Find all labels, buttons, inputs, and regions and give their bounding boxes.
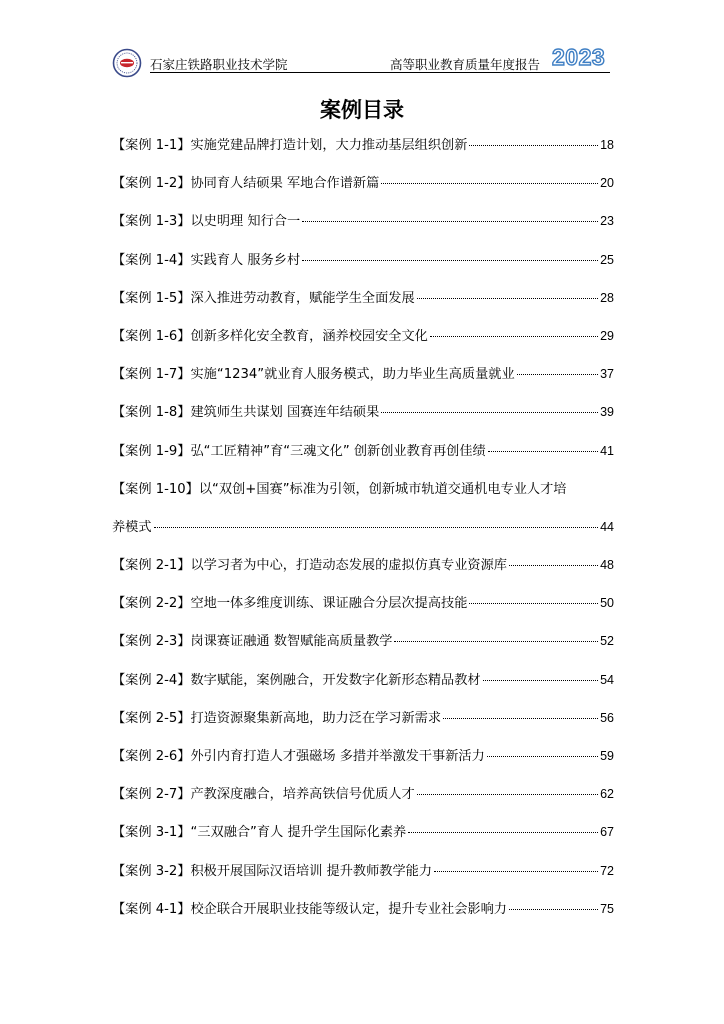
page-header bbox=[112, 44, 610, 74]
toc-entry[interactable] bbox=[112, 707, 614, 745]
toc-entry-page: 28 bbox=[600, 290, 614, 305]
toc-entry-page: 75 bbox=[600, 901, 614, 916]
toc-entry-continuation[interactable] bbox=[112, 516, 614, 554]
toc-entry-page: 37 bbox=[600, 367, 614, 382]
dot-leader bbox=[443, 718, 598, 719]
toc-entry-title: 【案例 1-9】弘“工匠精神”育“三魂文化” 创新创业教育再创佳绩 bbox=[112, 443, 486, 459]
toc-entry-page: 44 bbox=[600, 519, 614, 534]
dot-leader bbox=[381, 183, 598, 184]
toc-entry[interactable] bbox=[112, 860, 614, 898]
toc-entry[interactable] bbox=[112, 630, 614, 668]
toc-entry-title: 【案例 3-1】“三双融合”育人 提升学生国际化素养 bbox=[112, 825, 407, 841]
toc-entry-title: 【案例 2-2】空地一体多维度训练、课证融合分层次提高技能 bbox=[112, 596, 468, 612]
toc-entry-page: 18 bbox=[600, 138, 614, 152]
toc-entry-first-line[interactable] bbox=[112, 478, 614, 516]
toc-entry[interactable] bbox=[112, 210, 614, 248]
toc-entry-title: 【案例 1-6】创新多样化安全教育，涵养校园安全文化 bbox=[112, 328, 428, 344]
toc-entry-page: 72 bbox=[600, 863, 614, 878]
toc-entry[interactable] bbox=[112, 669, 614, 707]
toc-entry-page: 50 bbox=[600, 596, 614, 611]
toc-entry-page: 41 bbox=[600, 443, 614, 458]
toc-entry-title: 【案例 2-4】数字赋能，案例融合，开发数字化新形态精品教材 bbox=[112, 672, 481, 688]
toc-entry[interactable] bbox=[112, 783, 614, 821]
toc-entry[interactable] bbox=[112, 401, 614, 439]
dot-leader bbox=[434, 871, 598, 872]
toc-entry-title: 【案例 1-1】实施党建品牌打造计划，大力推动基层组织创新 bbox=[112, 138, 468, 153]
toc-entry-title: 【案例 2-5】打造资源聚集新高地，助力泛在学习新需求 bbox=[112, 710, 442, 726]
toc-entry[interactable] bbox=[112, 249, 614, 287]
toc-entry[interactable] bbox=[112, 592, 614, 630]
toc-entry-title: 【案例 1-8】建筑师生共谋划 国赛连年结硕果 bbox=[112, 405, 380, 421]
dot-leader bbox=[469, 145, 598, 146]
toc-entry[interactable] bbox=[112, 287, 614, 325]
toc-entry-page: 54 bbox=[600, 672, 614, 687]
toc-entry-title: 【案例 1-4】实践育人 服务乡村 bbox=[112, 252, 301, 268]
dot-leader bbox=[417, 298, 598, 299]
toc-entry-title: 【案例 1-2】协同育人结硕果 军地合作谱新篇 bbox=[112, 176, 380, 192]
toc-entry-page: 39 bbox=[600, 405, 614, 420]
report-year: 2023 bbox=[552, 44, 606, 70]
dot-leader bbox=[394, 641, 598, 642]
dot-leader bbox=[408, 832, 598, 833]
school-name: 石家庄铁路职业技术学院 bbox=[150, 57, 288, 72]
toc-entry-title: 【案例 3-2】积极开展国际汉语培训 提升教师教学能力 bbox=[112, 863, 433, 879]
toc-entry-title: 【案例 1-7】实施“1234”就业育人服务模式，助力毕业生高质量就业 bbox=[112, 367, 515, 383]
toc-entry-title: 【案例 4-1】校企联合开展职业技能等级认定，提升专业社会影响力 bbox=[112, 901, 507, 917]
toc-entry-title: 【案例 2-7】产教深度融合，培养高铁信号优质人才 bbox=[112, 787, 415, 803]
toc-entry-title: 【案例 1-5】深入推进劳动教育，赋能学生全面发展 bbox=[112, 290, 415, 306]
toc-entry-title: 【案例 1-3】以史明理 知行合一 bbox=[112, 214, 301, 230]
dot-leader bbox=[381, 412, 598, 413]
toc-entry[interactable] bbox=[112, 325, 614, 363]
toc-entry-page: 20 bbox=[600, 176, 614, 191]
toc-entry[interactable] bbox=[112, 363, 614, 401]
dot-leader bbox=[517, 374, 598, 375]
dot-leader bbox=[417, 794, 598, 795]
header-rule bbox=[150, 72, 610, 73]
toc-entry-page: 62 bbox=[600, 787, 614, 802]
dot-leader bbox=[509, 909, 598, 910]
toc-entry[interactable] bbox=[112, 554, 614, 592]
dot-leader bbox=[483, 680, 598, 681]
toc-entry-page: 29 bbox=[600, 328, 614, 343]
toc-entry-page: 56 bbox=[600, 710, 614, 725]
report-name: 高等职业教育质量年度报告 bbox=[390, 57, 541, 72]
dot-leader bbox=[302, 221, 598, 222]
toc-entry[interactable] bbox=[112, 440, 614, 478]
dot-leader bbox=[488, 451, 598, 452]
toc-entry-page: 48 bbox=[600, 558, 614, 573]
toc-entry-title-continued: 养模式 bbox=[112, 519, 152, 535]
toc-entry[interactable] bbox=[112, 821, 614, 859]
page-title: 案例目录 bbox=[320, 98, 404, 122]
dot-leader bbox=[487, 756, 598, 757]
toc-entry[interactable] bbox=[112, 745, 614, 783]
toc-entry[interactable] bbox=[112, 898, 614, 936]
dot-leader bbox=[469, 603, 598, 604]
dot-leader bbox=[154, 527, 599, 528]
toc-entry-title: 【案例 2-1】以学习者为中心，打造动态发展的虚拟仿真专业资源库 bbox=[112, 558, 507, 574]
dot-leader bbox=[430, 336, 598, 337]
toc-entry[interactable] bbox=[112, 134, 614, 172]
dot-leader bbox=[509, 565, 598, 566]
toc-entry-page: 67 bbox=[600, 825, 614, 840]
toc-entry-title: 【案例 1-10】以“双创+国赛”标准为引领，创新城市轨道交通机电专业人才培 bbox=[112, 481, 567, 497]
toc-entry-title: 【案例 2-6】外引内育打造人才强磁场 多措并举激发干事新活力 bbox=[112, 749, 485, 764]
school-logo bbox=[112, 48, 142, 78]
toc-entry-page: 59 bbox=[600, 749, 614, 763]
toc-entry-page: 23 bbox=[600, 214, 614, 229]
toc-entry[interactable] bbox=[112, 172, 614, 210]
dot-leader bbox=[302, 260, 598, 261]
toc-entry-page: 25 bbox=[600, 252, 614, 267]
case-table-of-contents bbox=[112, 134, 614, 936]
toc-entry-page: 52 bbox=[600, 634, 614, 649]
toc-entry-title: 【案例 2-3】岗课赛证融通 数智赋能高质量教学 bbox=[112, 634, 393, 650]
